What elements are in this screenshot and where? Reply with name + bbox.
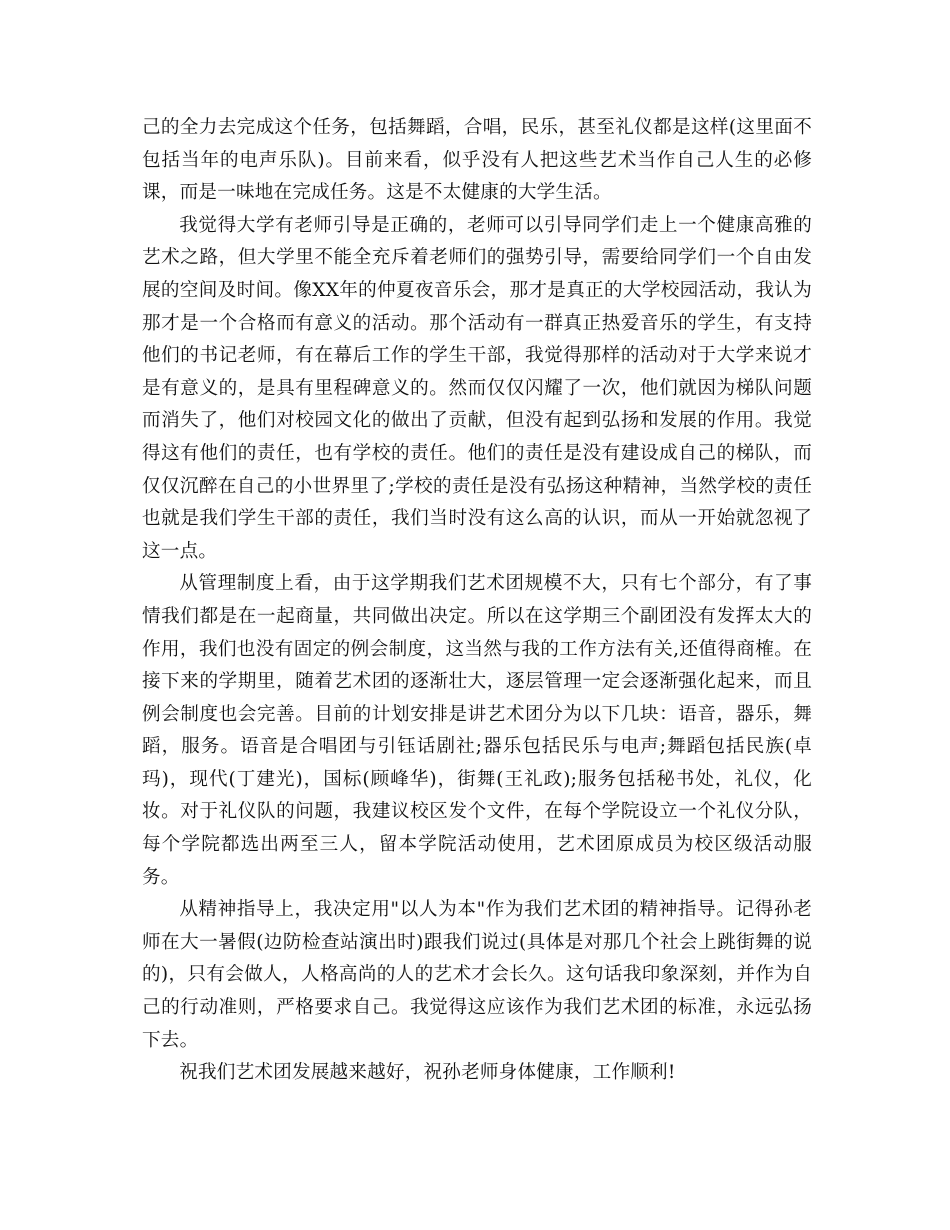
paragraph-3: 从管理制度上看，由于这学期我们艺术团规模不大，只有七个部分，有了事情我们都是在一起商量，共同做出决定。所以在这学期三个副团没有发挥太大的作用，我们也没有固定的例会制度，这当然与我的工作方法有关,还值得商榷。在接下来的学期里，随着艺术团的逐渐壮大，逐层管理一定会逐渐强化起来，而且例会制度也会完善。目前的计划安排是讲艺术团分为以下几块：语音，器乐，舞蹈，服务。语音是合唱团与引钰话剧社;器乐包括民乐与电声;舞蹈包括民族(卓玛)，现代(丁建光)，国标(顾峰华)，街舞(王礼政);服务包括秘书处，礼仪，化妆。对于礼仪队的问题，我建议校区发个文件，在每个学院设立一个礼仪分队，每个学院都选出两至三人，留本学院活动使用，艺术团原成员为校区级活动服务。: [142, 573, 812, 888]
paragraph-5: 祝我们艺术团发展越来越好，祝孙老师身体健康，工作顺利!: [179, 1062, 676, 1084]
paragraph-4: 从精神指导上，我决定用"以人为本"作为我们艺术团的精神指导。记得孙老师在大一暑假(边防检查站演出时)跟我们说过(具体是对那几个社会上跳街舞的说的)，只有会做人，人格高尚的人的艺术才会长久。这句话我印象深刻，并作为自己的行动准则，严格要求自己。我觉得这应该作为我们艺术团的标准，永远弘扬下去。: [142, 899, 812, 1051]
paragraph-2: 我觉得大学有老师引导是正确的，老师可以引导同学们走上一个健康高雅的艺术之路，但大学里不能全充斥着老师们的强势引导，需要给同学们一个自由发展的空间及时间。像XX年的仲夏夜音乐会，那才是真正的大学校园活动，我认为那才是一个合格而有意义的活动。那个活动有一群真正热爱音乐的学生，有支持他们的书记老师，有在幕后工作的学生干部，我觉得那样的活动对于大学来说才是有意义的，是具有里程碑意义的。然而仅仅闪耀了一次，他们就因为梯队问题而消失了，他们对校园文化的做出了贡献，但没有起到弘扬和发展的作用。我觉得这有他们的责任，也有学校的责任。他们的责任是没有建设成自己的梯队，而仅仅沉醉在自己的小世界里了;学校的责任是没有弘扬这种精神，当然学校的责任也就是我们学生干部的责任，我们当时没有这么高的认识，而从一开始就忽视了这一点。: [142, 214, 812, 562]
document-body: [142, 112, 812, 1090]
paragraph-1: 己的全力去完成这个任务，包括舞蹈，合唱，民乐，甚至礼仪都是这样(这里面不包括当年的电声乐队)。目前来看，似乎没有人把这些艺术当作自己人生的必修课，而是一味地在完成任务。这是不太健康的大学生活。: [142, 117, 812, 204]
